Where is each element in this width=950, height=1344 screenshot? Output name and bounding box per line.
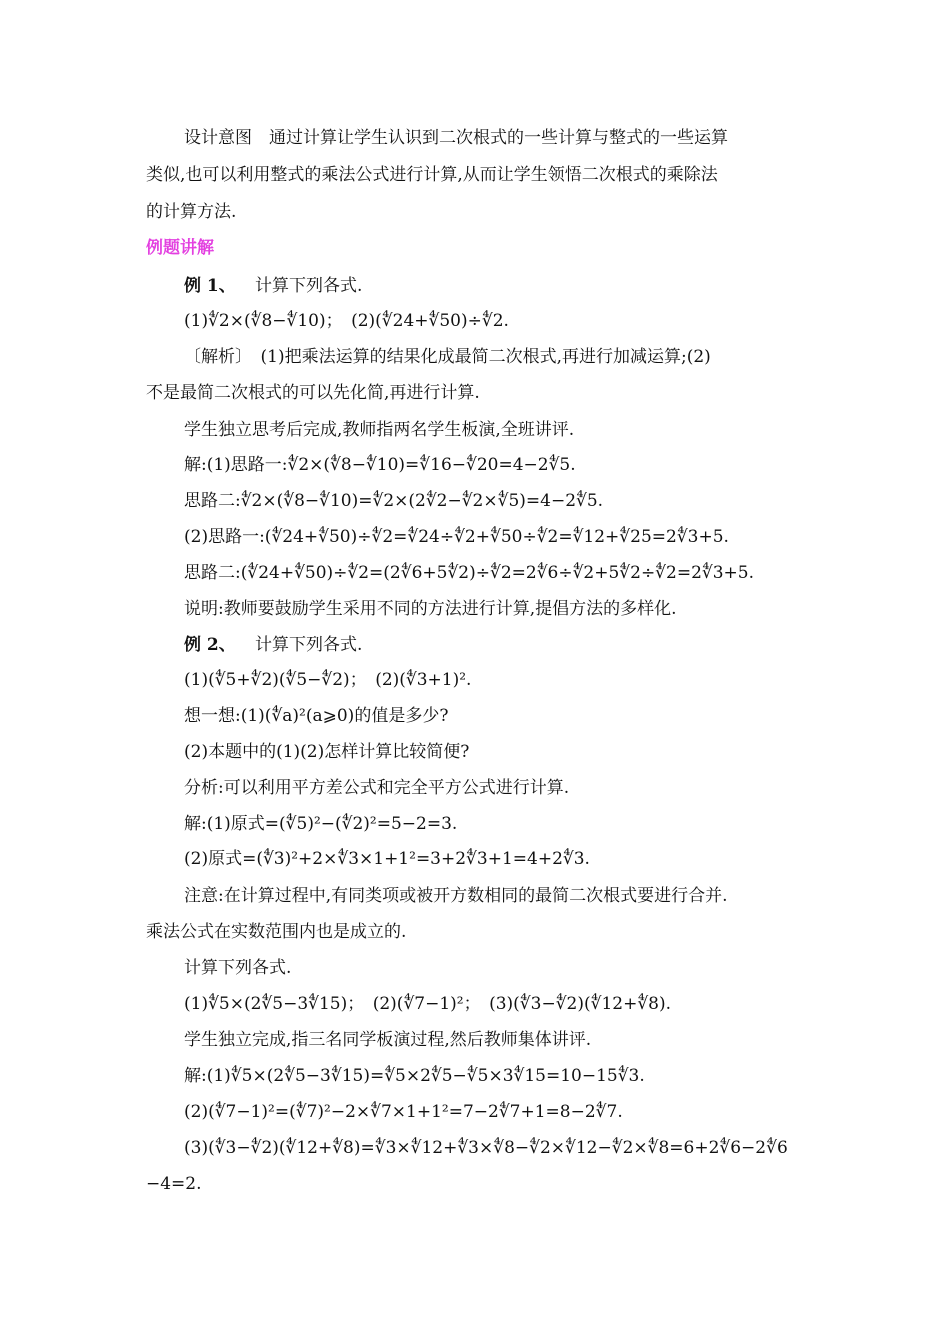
- exercise-solution-3: (3)(∜3−∜2)(∜12+∜8)=∜3×∜12+∜3×∜8−∜2×∜12−∜2×∜8=6+2∜6−2∜6: [184, 1138, 788, 1158]
- design-intent-line-3: 的计算方法.: [146, 202, 237, 222]
- solution-example-2-2: (2)原式=(∜3)²+2×∜3×1+1²=3+2∜3+1=4+2∜3.: [184, 849, 590, 869]
- think-question-2: (2)本题中的(1)(2)怎样计算比较简便?: [184, 742, 470, 762]
- think-question-1: 想一想:(1)(∜a)²(a⩾0)的值是多少?: [184, 706, 449, 726]
- exercise-note: 学生独立完成,指三名同学板演过程,然后教师集体讲评.: [184, 1030, 592, 1050]
- caution-line-2: 乘法公式在实数范围内也是成立的.: [146, 922, 407, 942]
- solution-2-approach-2: 思路二:(∜24+∜50)÷∜2=(2∜6+5∜2)÷∜2=2∜6÷∜2+5∜2÷∜2=2∜3+5.: [184, 563, 755, 583]
- design-intent-line-2: 类似,也可以利用整式的乘法公式进行计算,从而让学生领悟二次根式的乘除法: [146, 165, 718, 185]
- analysis-line-1: 〔解析〕 (1)把乘法运算的结果化成最简二次根式,再进行加减运算;(2): [184, 347, 711, 367]
- explanation-note: 说明:教师要鼓励学生采用不同的方法进行计算,提倡方法的多样化.: [184, 599, 677, 619]
- design-intent-line-1: 设计意图 通过计算让学生认识到二次根式的一些计算与整式的一些运算: [184, 128, 728, 148]
- solution-2-approach-1: (2)思路一:(∜24+∜50)÷∜2=∜24÷∜2+∜50÷∜2=∜12+∜25=2∜3+5.: [184, 527, 729, 547]
- analysis-example-2: 分析:可以利用平方差公式和完全平方公式进行计算.: [184, 778, 570, 798]
- exercise-solution-1: 解:(1)∜5×(2∜5−3∜15)=∜5×2∜5−∜5×3∜15=10−15∜3.: [184, 1066, 645, 1086]
- example-1-prompt: 计算下列各式.: [255, 276, 363, 296]
- exercise-solution-2: (2)(∜7−1)²=(∜7)²−2×∜7×1+1²=7−2∜7+1=8−2∜7.: [184, 1102, 623, 1122]
- section-heading: 例题讲解: [146, 238, 214, 258]
- solution-example-2-1: 解:(1)原式=(∜5)²−(∜2)²=5−2=3.: [184, 814, 458, 834]
- example-2-label: 例 2、: [184, 635, 236, 655]
- analysis-line-2: 不是最简二次根式的可以先化简,再进行计算.: [146, 383, 480, 403]
- example-2-prompt: 计算下列各式.: [255, 635, 363, 655]
- example-2-problems: (1)(∜5+∜2)(∜5−∜2)； (2)(∜3+1)².: [184, 670, 472, 690]
- exercise-prompt: 计算下列各式.: [184, 958, 292, 978]
- solution-1-approach-2: 思路二:∜2×(∜8−∜10)=∜2×(2∜2−∜2×∜5)=4−2∜5.: [184, 491, 604, 511]
- example-1-problems: (1)∜2×(∜8−∜10)； (2)(∜24+∜50)÷∜2.: [184, 311, 509, 331]
- exercise-problems: (1)∜5×(2∜5−3∜15)； (2)(∜7−1)²； (3)(∜3−∜2)(∜12+∜8).: [184, 994, 672, 1014]
- example-1-label: 例 1、: [184, 276, 236, 296]
- caution-line-1: 注意:在计算过程中,有同类项或被开方数相同的最简二次根式要进行合并.: [184, 886, 728, 906]
- exercise-solution-3-cont: −4=2.: [146, 1174, 202, 1194]
- teaching-note: 学生独立思考后完成,教师指两名学生板演,全班讲评.: [184, 420, 575, 440]
- solution-1-approach-1: 解:(1)思路一:∜2×(∜8−∜10)=∜16−∜20=4−2∜5.: [184, 455, 576, 475]
